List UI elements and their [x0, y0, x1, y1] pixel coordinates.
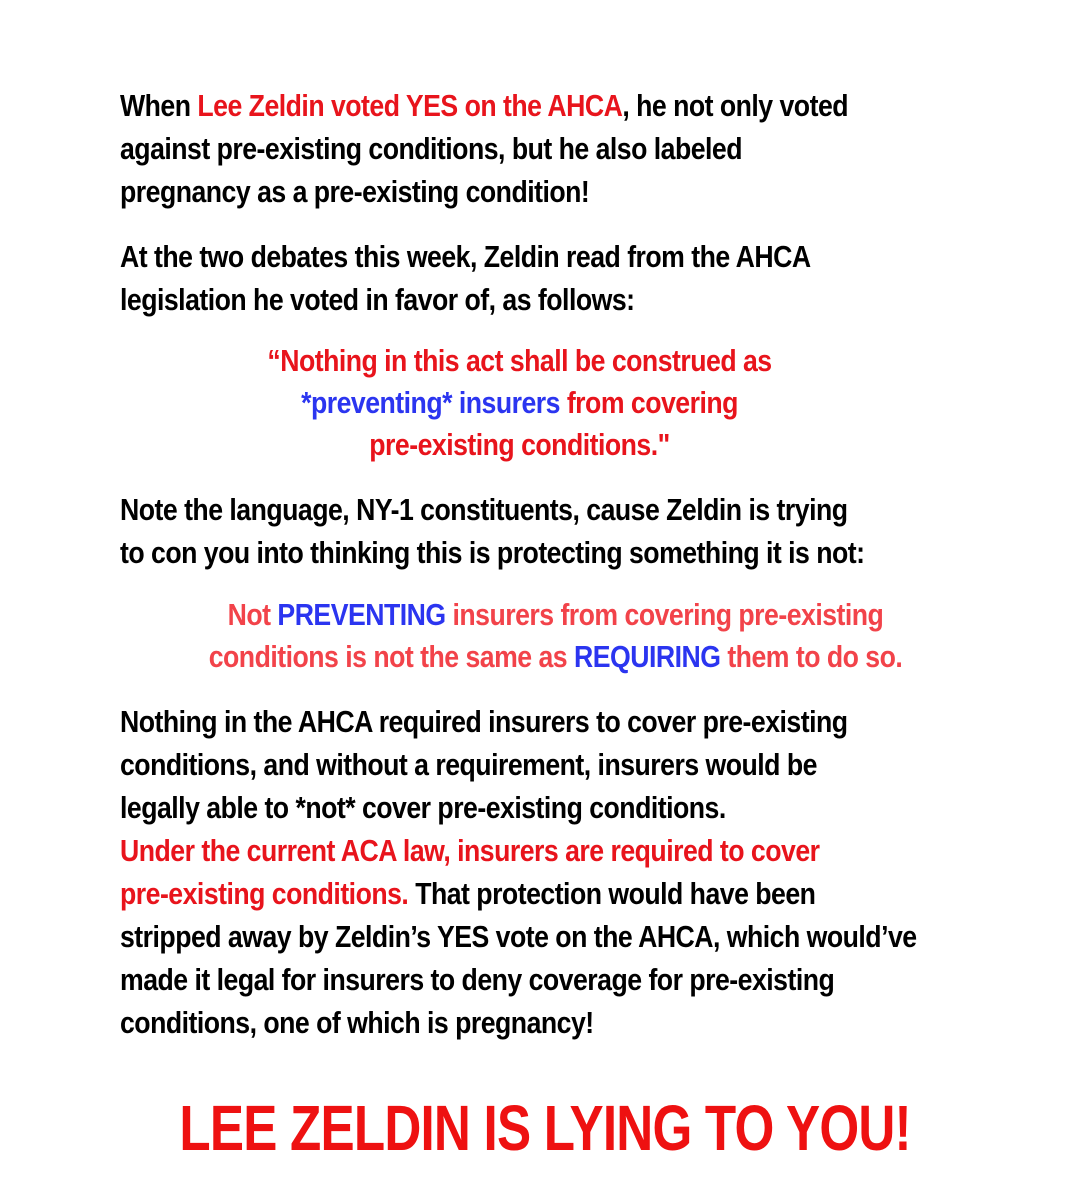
- text-line: made it legal for insurers to deny coverage for pre-existing: [120, 962, 835, 997]
- text-highlight-red: Lee Zeldin voted YES on the AHCA: [197, 88, 623, 123]
- quote-not-preventing: [10, 594, 1091, 678]
- quote-line: [86, 636, 1024, 678]
- paragraph-vote-summary: [120, 84, 920, 213]
- text-plain: That protection would have been: [408, 876, 816, 911]
- text-highlight-blue: PREVENTING: [277, 597, 446, 632]
- paragraph-explanation: [120, 700, 920, 1044]
- quote-line: [86, 594, 1024, 636]
- text-line: Note the language, NY-1 constituents, cause Zeldin is trying: [120, 492, 848, 527]
- text-line: At the two debates this week, Zeldin read from the AHCA: [120, 239, 811, 274]
- text-line: [120, 872, 920, 915]
- text-line: legislation he voted in favor of, as follows:: [120, 282, 635, 317]
- quote-ahca-text: [0, 340, 1065, 466]
- text-line: conditions, and without a requirement, insurers would be: [120, 747, 817, 782]
- text-line: against pre-existing conditions, but he also labeled: [120, 131, 743, 166]
- text-line: pregnancy as a pre-existing condition!: [120, 174, 590, 209]
- headline: [0, 1092, 1091, 1164]
- quote-line: “Nothing in this act shall be construed as: [267, 343, 772, 378]
- paragraph-debates: [120, 235, 920, 321]
- text-highlight-red: from covering: [559, 385, 738, 420]
- paragraph-note-language: [120, 488, 920, 574]
- text-line: stripped away by Zeldin’s YES vote on the AHCA, which would’ve: [120, 919, 917, 954]
- text-line: [120, 84, 920, 127]
- text-highlight-pink: insurers from covering pre-existing: [445, 597, 884, 632]
- text-highlight-blue: *preventing* insurers: [301, 385, 560, 420]
- quote-line: [50, 382, 988, 424]
- text-line: to con you into thinking this is protecting something it is not:: [120, 535, 865, 570]
- text-line: Nothing in the AHCA required insurers to cover pre-existing: [120, 704, 848, 739]
- text-highlight-red: pre-existing conditions.: [120, 876, 409, 911]
- text-highlight-blue: REQUIRING: [573, 639, 721, 674]
- headline-text: LEE ZELDIN IS LYING TO YOU!: [179, 1092, 912, 1164]
- text-highlight-pink: Not: [227, 597, 278, 632]
- text-line: conditions, one of which is pregnancy!: [120, 1005, 594, 1040]
- text-highlight-pink: them to do so.: [720, 639, 903, 674]
- text-highlight-pink: conditions is not the same as: [208, 639, 574, 674]
- quote-line: pre-existing conditions.": [369, 427, 670, 462]
- text-plain: , he not only voted: [622, 88, 849, 123]
- text-plain: When: [120, 88, 198, 123]
- text-line-red: Under the current ACA law, insurers are required to cover: [120, 833, 820, 868]
- text-line: legally able to *not* cover pre-existing conditions.: [120, 790, 726, 825]
